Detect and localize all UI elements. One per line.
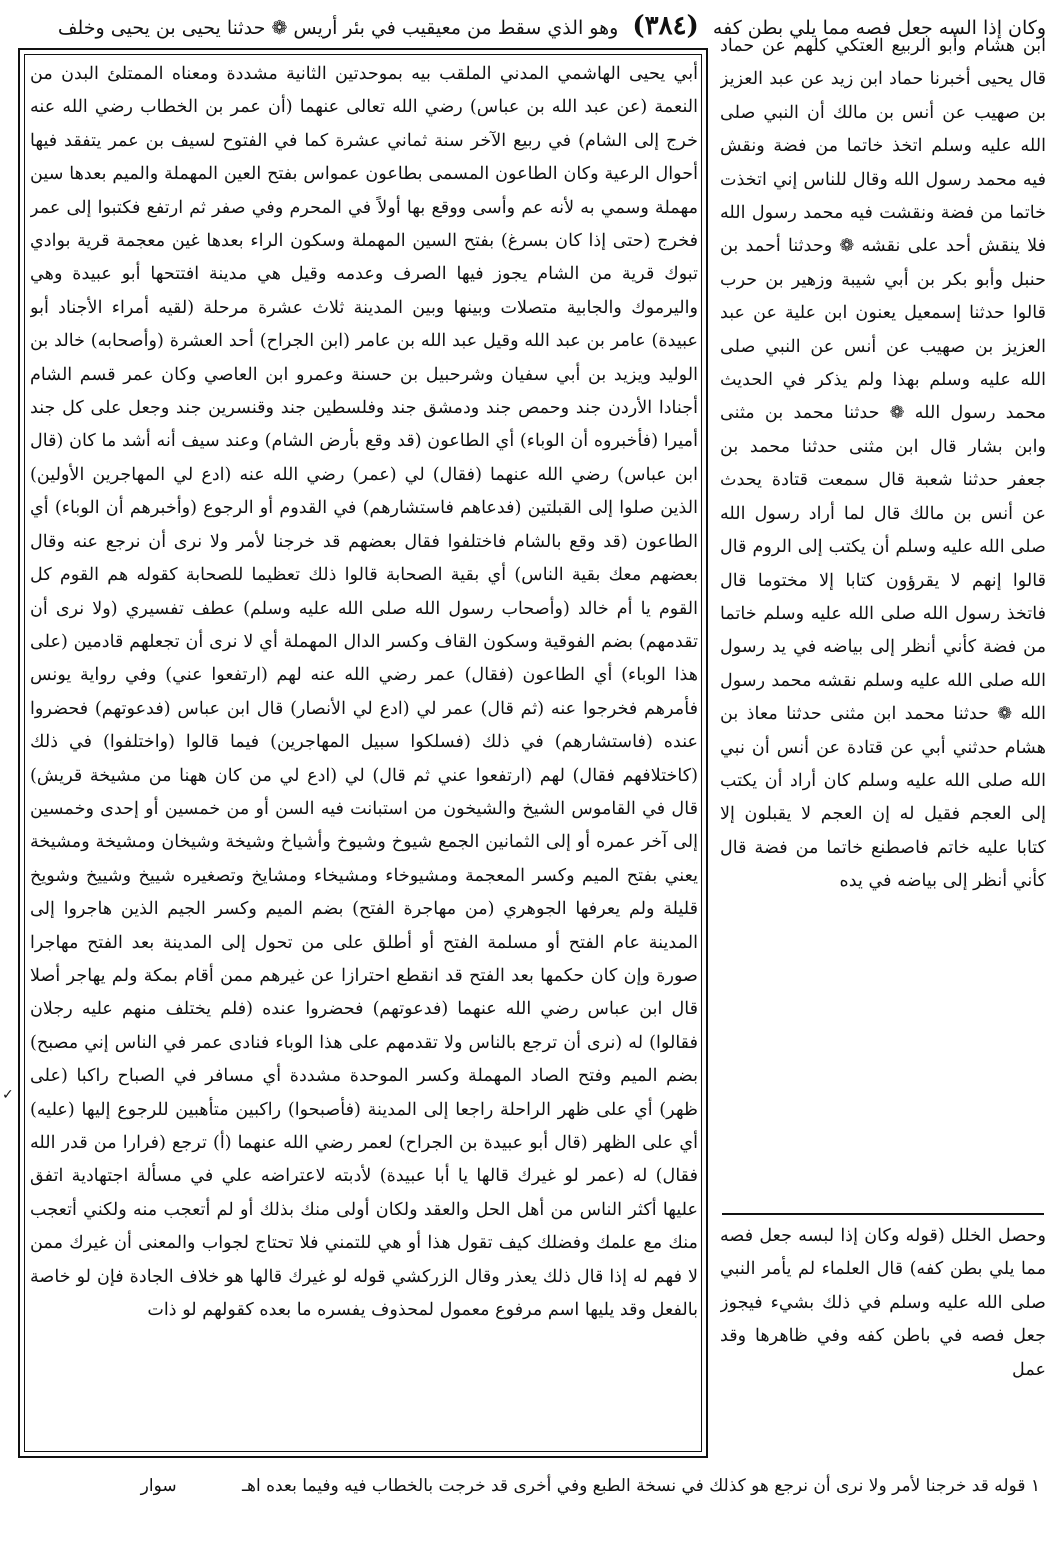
header-right-text: وكان إذا السه جعل فصه مما يلي بطن كفه xyxy=(712,17,1046,39)
footnote xyxy=(30,1466,1040,1506)
hadith-text: ابن هشام وأبو الربيع العتكي كلهم عن حماد قال يحيى أخبرنا حماد ابن زيد عن عبد العزيز بن صهيب عن أنس بن مالك أن النبي صلى الله عليه وسلم اتخذ خاتما من فضة ونقش فيه محمد رسول الله وقال للناس إني اتخذت خاتما من فضة ونقشت فيه محمد رسول الله فلا ينقش أحد على نقشه ❁ وحدثنا أحمد بن حنبل وأبو بكر بن أبي شيبة وزهير بن حرب قالوا حدثنا إسمعيل يعنون ابن علية عن عبد العزيز بن صهيب عن أنس عن النبي صلى الله عليه وسلم بهذا ولم يذكر في الحديث محمد رسول الله ❁ حدثنا محمد بن مثنى وابن بشار قال ابن مثنى حدثنا محمد بن جعفر حدثنا شعبة قال سمعت قتادة يحدث عن أنس بن مالك قال لما أراد رسول الله صلى الله عليه وسلم أن يكتب إلى الروم قال قالوا إنهم لا يقرؤون كتابا إلا مختوما قال فاتخذ رسول الله صلى الله عليه وسلم خاتما من فضة كأني أنظر إلى بياضه في يد رسول الله صلى الله عليه وسلم نقشه محمد رسول الله ❁ حدثنا محمد ابن مثنى حدثنا معاذ بن هشام حدثني أبي عن قتادة عن أنس أن نبي الله صلى الله عليه وسلم كان أراد أن يكتب إلى العجم فقيل له إن العجم لا يقبلون إلا كتابا عليه خاتم فاصطنع خاتما من فضة قال كأني أنظر إلى بياضه في يده xyxy=(720,36,1046,892)
page-number: (٣٨٤) xyxy=(632,11,699,41)
commentary-text: أبي يحيى الهاشمي المدني الملقب بيه بموحدتين الثانية مشددة ومعناه الممتلئ البدن من النعمة (عن عبد الله بن عباس) رضي الله تعالى عنهما (أن عمر بن الخطاب رضي الله عنه خرج إلى الشام) في ربيع الآخر سنة ثماني عشرة كما في الفتوح لسيف بن عمر يتفقد فيها أحوال الرعية وكان الطاعون المسمى بطاعون عمواس بفتح العين المهملة والميم بعدها سين مهملة وسمي به لأنه عم وأسى ووقع بها أولاً في المحرم وفي صفر ثم ارتفع فكتبوا إلى عمر فخرج (حتى إذا كان بسرغ) بفتح السين المهملة وسكون الراء بعدها غين معجمة قرية بوادي تبوك قرية من الشام يجوز فيها الصرف وعدمه وقيل هي مدينة افتتحها أبو عبيدة وهي واليرموك والجابية متصلات وبينها وبين المدينة ثلاث عشرة مرحلة (لقيه أمراء الأجناد أبو عبيدة) عامر بن عبد الله وقيل عبد الله بن عامر (ابن الجراح) أحد العشرة (وأصحابه) خالد بن الوليد ويزيد بن أبي سفيان وشرحبيل بن حسنة وعمرو ابن العاصي وكان عمر قسم الشام أجنادا الأردن جند وحمص جند ودمشق جند وفلسطين جند وقنسرين جند وجعل على كل جند أميرا (فأخبروه أن الوباء) أي الطاعون (قد وقع بأرض الشام) وعند سيف أنه أشد ما كان (قال ابن عباس) رضي الله عنهما (فقال) لي (عمر) رضي الله عنه (ادع لي المهاجرين الأولين) الذين صلوا إلى القبلتين (فدعاهم فاستشارهم) في القدوم أو الرجوع (وأخبرهم أن الوباء) أي الطاعون (قد وقع بالشام فاختلفوا فقال بعضهم قد خرجنا لأمر ولا نرى أن نرجع عنه وقال بعضهم معك بقية الناس) أي بقية الصحابة قالوا ذلك تعظيما للصحابة كقوله هم القوم كل القوم يا أم خالد (وأصحاب رسول الله صلى الله عليه وسلم) عطف تفسيري (ولا نرى أن تقدمهم) بضم الفوقية وسكون القاف وكسر الدال المهملة أي لا نرى أن تجعلهم قادمين (على هذا الوباء) أي الطاعون (فقال) عمر رضي الله عنه لهم (ارتفعوا عني) وفي رواية يونس فأمرهم فخرجوا عنه (ثم قال) عمر لي (ادع لي الأنصار) قال ابن عباس (فدعوتهم) فحضروا عنده (فاستشارهم) في ذلك (فسلكوا سبيل المهاجرين) فيما قالوا (واختلفوا) في ذلك (كاختلافهم فقال) لهم (ارتفعوا عني ثم قال) لي (ادع لي من كان ههنا من مشيخة قريش) قال في القاموس الشيخ والشيخون من استبانت فيه السن أو من خمسين أو إحدى وخمسين إلى آخر عمره أو إلى الثمانين الجمع شيوخ وشيوخ وأشياخ وشيخة وشيخان ومشيخة ومشيخة يعني بفتح الميم وكسر المعجمة ومشيوخاء ومشيخاء ومشايخ وتصغيره شييخ وشييخ وشويخ قليلة ولم يعرفها الجوهري (من مهاجرة الفتح) بضم الميم وكسر الجيم الذين هاجروا إلى المدينة عام الفتح أو مسلمة الفتح أو أطلق على من تحول إلى المدينة بعد الفتح مهاجرا صورة وإن كان حكمها بعد الفتح قد انقطع احترازا عن غيرهم ممن أقام بمكة ولم يهاجر أصلا قال ابن عباس رضي الله عنهما (فدعوتهم) فحضروا عنده (فلم يختلف منهم عليه رجلان فقالوا) له (نرى أن ترجع بالناس ولا تقدمهم على هذا الوباء فنادى عمر في الناس إني مصبح) بضم الميم وفتح الصاد المهملة وكسر الموحدة مشددة أي مسافر في الصباح راكبا (على ظهر) أي على ظهر الراحلة راجعا إلى المدينة (فأصبحوا) راكبين متأهبين للرجوع إليها (عليه) أي على الظهر (قال أبو عبيدة بن الجراح) لعمر رضي الله عنهما (أ) ترجع (فرارا من قدر الله فقال) له (عمر لو غيرك قالها يا أبا عبيدة) لأدبته لاعتراضه علي في مسألة اجتهادية اتفق عليها أكثر الناس من أهل الحل والعقد ولكان أولى منك بذلك أو لم أتعجب منه ولكني أتعجب منك مع علمك وفضلك كيف تقول هذا أو هي للتمني فلا تحتاج لجواب والمعنى أن غيرك ممن لا فهم له إذا قال ذلك يعذر وقال الزركشي قوله لو غيرك قالها هو خلاف الجادة فإن لو خاصة بالفعل وقد يليها اسم مرفوع معمول لمحذوف يفسره ما بعده كقولهم لو ذات xyxy=(30,64,698,1321)
footnote-signature: سوار xyxy=(140,1476,177,1496)
header-separator: ❁ xyxy=(271,17,288,39)
footnote-text: قوله قد خرجنا لأمر ولا نرى أن نرجع هو كذلك في نسخة الطبع وفي أخرى قد خرجت بالخطاب فيه وفيما بعده اهـ xyxy=(242,1476,1026,1496)
side-divider xyxy=(722,1213,1044,1215)
side-commentary-text: وحصل الخلل (قوله وكان إذا لبسه جعل فصه مما يلي بطن كفه) قال العلماء لم يأمر النبي صلى الله عليه وسلم في ذلك بشيء فيجوز جعل فصه في باطن كفه وفي ظاهرها وقد عمل xyxy=(720,1226,1046,1380)
header-middle-text: وهو الذي سقط من معيقيب في بئر أريس xyxy=(293,17,619,39)
header-left-text: حدثنا يحيى بن يحيى وخلف xyxy=(57,17,266,39)
footnote-number: ١ xyxy=(1030,1476,1040,1496)
margin-check-mark: ✓ xyxy=(2,1087,14,1103)
